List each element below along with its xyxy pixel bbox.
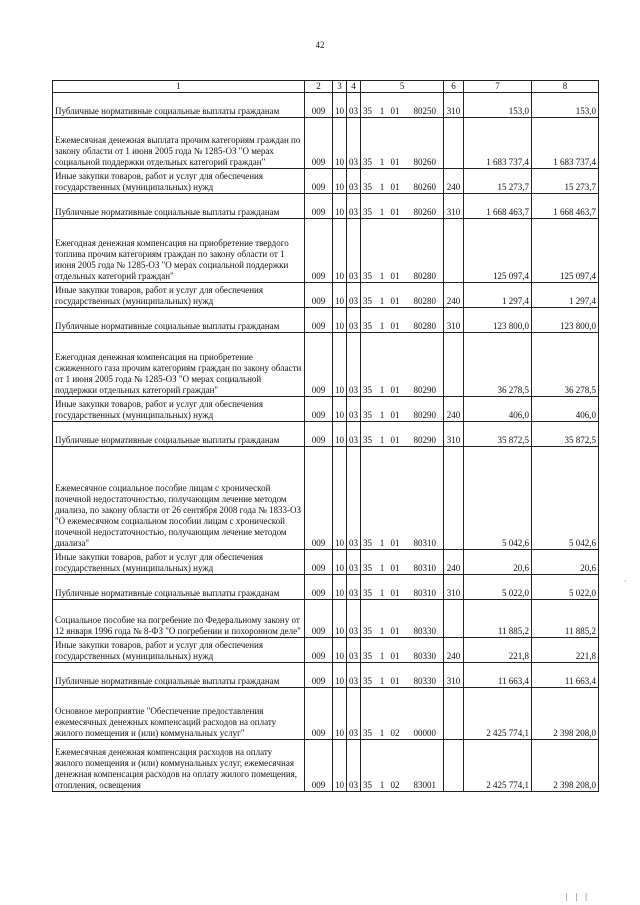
target-article-part: 00000 bbox=[413, 728, 436, 738]
target-article-part: 35 bbox=[363, 435, 372, 445]
row-name-cell bbox=[53, 308, 305, 333]
amount-year-1: 1 297,4 bbox=[464, 283, 532, 308]
amount-year-2: 1 668 463,7 bbox=[532, 194, 599, 219]
target-article-part: 80310 bbox=[413, 538, 436, 548]
target-article-part: 01 bbox=[390, 207, 400, 217]
row-name-cell bbox=[53, 333, 305, 397]
target-article-part: 01 bbox=[390, 157, 400, 167]
amount-year-1: 123 800,0 bbox=[464, 308, 532, 333]
subsection-code: 03 bbox=[347, 422, 361, 447]
table-row bbox=[53, 118, 599, 169]
section-code: 10 bbox=[333, 740, 347, 792]
expense-type-code: 240 bbox=[444, 169, 464, 194]
target-article-part: 35 bbox=[363, 676, 372, 686]
target-article-part: 1 bbox=[379, 563, 385, 573]
section-code: 10 bbox=[333, 575, 347, 600]
budget-table bbox=[52, 80, 599, 792]
expense-type-code: 310 bbox=[444, 93, 464, 118]
header-col-8: 8 bbox=[532, 81, 599, 93]
header-col-6: 6 bbox=[444, 81, 464, 93]
admin-code: 009 bbox=[305, 308, 333, 333]
row-name: Основное мероприятие "Обеспечение предоставления ежемесячных денежных компенсаций расходов на оплату жилого помещения и (или) коммунальных услуг" bbox=[55, 706, 277, 738]
target-article-part: 1 bbox=[379, 271, 385, 281]
header-col-1: 1 bbox=[53, 81, 305, 93]
target-article-part: 02 bbox=[390, 728, 400, 738]
margin-mark: · bbox=[624, 577, 627, 586]
expense-type-code: 240 bbox=[444, 397, 464, 422]
row-name: Ежемесячное социальное пособие лицам с хронической почечной недостаточностью, получающим лечение методом диализа, по закону области от 26 сентября 2008 года № 1833-ОЗ "О ежемесячном социальном пособии лицам с хронической почечной недостаточностью, получающим лечение методом диализа" bbox=[55, 483, 302, 548]
row-name: Публичные нормативные социальные выплаты гражданам bbox=[55, 588, 280, 598]
target-article-part: 80280 bbox=[413, 296, 436, 306]
amount-year-1: 2 425 774,1 bbox=[464, 688, 532, 740]
target-article-part: 1 bbox=[379, 182, 385, 192]
target-article-part: 35 bbox=[363, 588, 372, 598]
target-article-part: 35 bbox=[363, 626, 372, 636]
table-row bbox=[53, 93, 599, 118]
subsection-code: 03 bbox=[347, 447, 361, 550]
section-code: 10 bbox=[333, 308, 347, 333]
amount-year-1: 36 278,5 bbox=[464, 333, 532, 397]
admin-code: 009 bbox=[305, 283, 333, 308]
row-name: Публичные нормативные социальные выплаты гражданам bbox=[55, 676, 280, 686]
amount-year-1: 20,6 bbox=[464, 550, 532, 575]
target-article-part: 1 bbox=[379, 106, 385, 116]
target-article-code bbox=[361, 283, 444, 308]
amount-year-2: 5 022,0 bbox=[532, 575, 599, 600]
amount-year-1: 15 273,7 bbox=[464, 169, 532, 194]
admin-code: 009 bbox=[305, 688, 333, 740]
target-article-part: 35 bbox=[363, 157, 372, 167]
target-article-part: 35 bbox=[363, 780, 372, 790]
amount-year-1: 125 097,4 bbox=[464, 219, 532, 283]
target-article-part: 01 bbox=[390, 651, 400, 661]
row-name-cell bbox=[53, 93, 305, 118]
target-article-code bbox=[361, 740, 444, 792]
admin-code: 009 bbox=[305, 118, 333, 169]
header-col-7: 7 bbox=[464, 81, 532, 93]
table-header-row bbox=[53, 81, 599, 93]
target-article-part: 01 bbox=[390, 588, 400, 598]
subsection-code: 03 bbox=[347, 333, 361, 397]
table-row bbox=[53, 283, 599, 308]
target-article-part: 1 bbox=[379, 385, 385, 395]
amount-year-2: 11 885,2 bbox=[532, 600, 599, 638]
amount-year-2: 11 663,4 bbox=[532, 663, 599, 688]
section-code: 10 bbox=[333, 93, 347, 118]
target-article-part: 80290 bbox=[413, 410, 436, 420]
target-article-part: 80250 bbox=[413, 106, 436, 116]
target-article-part: 01 bbox=[390, 435, 400, 445]
row-name: Ежемесячная денежная выплата прочим категориям граждан по закону области от 1 июня 2005 года № 1285-ОЗ "О мерах социальной поддержки отдельных категорий граждан" bbox=[55, 135, 301, 167]
target-article-part: 35 bbox=[363, 651, 372, 661]
section-code: 10 bbox=[333, 600, 347, 638]
target-article-part: 02 bbox=[390, 780, 400, 790]
target-article-part: 1 bbox=[379, 321, 385, 331]
subsection-code: 03 bbox=[347, 663, 361, 688]
expense-type-code: 240 bbox=[444, 283, 464, 308]
amount-year-1: 1 668 463,7 bbox=[464, 194, 532, 219]
row-name-cell bbox=[53, 194, 305, 219]
subsection-code: 03 bbox=[347, 638, 361, 663]
target-article-code bbox=[361, 550, 444, 575]
target-article-part: 80260 bbox=[413, 207, 436, 217]
target-article-part: 35 bbox=[363, 296, 372, 306]
target-article-part: 1 bbox=[379, 588, 385, 598]
admin-code: 009 bbox=[305, 194, 333, 219]
table-row bbox=[53, 397, 599, 422]
target-article-part: 80330 bbox=[413, 626, 436, 636]
target-article-part: 35 bbox=[363, 410, 372, 420]
target-article-part: 80310 bbox=[413, 563, 436, 573]
expense-type-code bbox=[444, 688, 464, 740]
amount-year-1: 153,0 bbox=[464, 93, 532, 118]
amount-year-1: 11 663,4 bbox=[464, 663, 532, 688]
admin-code: 009 bbox=[305, 663, 333, 688]
row-name: Публичные нормативные социальные выплаты гражданам bbox=[55, 435, 280, 445]
subsection-code: 03 bbox=[347, 550, 361, 575]
table-row bbox=[53, 638, 599, 663]
header-col-5: 5 bbox=[361, 81, 444, 93]
subsection-code: 03 bbox=[347, 575, 361, 600]
header-col-2: 2 bbox=[305, 81, 333, 93]
target-article-part: 1 bbox=[379, 410, 385, 420]
target-article-part: 01 bbox=[390, 182, 400, 192]
target-article-part: 35 bbox=[363, 728, 372, 738]
expense-type-code: 240 bbox=[444, 638, 464, 663]
target-article-part: 80280 bbox=[413, 271, 436, 281]
row-name-cell bbox=[53, 118, 305, 169]
admin-code: 009 bbox=[305, 447, 333, 550]
target-article-code bbox=[361, 575, 444, 600]
target-article-part: 80330 bbox=[413, 651, 436, 661]
amount-year-2: 2 398 208,0 bbox=[532, 740, 599, 792]
row-name: Публичные нормативные социальные выплаты гражданам bbox=[55, 321, 280, 331]
target-article-part: 35 bbox=[363, 271, 372, 281]
amount-year-2: 406,0 bbox=[532, 397, 599, 422]
target-article-part: 1 bbox=[379, 676, 385, 686]
amount-year-1: 5 042,6 bbox=[464, 447, 532, 550]
row-name: Публичные нормативные социальные выплаты гражданам bbox=[55, 207, 280, 217]
admin-code: 009 bbox=[305, 93, 333, 118]
target-article-part: 01 bbox=[390, 385, 400, 395]
target-article-part: 80330 bbox=[413, 676, 436, 686]
target-article-part: 01 bbox=[390, 626, 400, 636]
target-article-code bbox=[361, 663, 444, 688]
table-row bbox=[53, 600, 599, 638]
table-row bbox=[53, 194, 599, 219]
target-article-part: 1 bbox=[379, 296, 385, 306]
table-row bbox=[53, 219, 599, 283]
target-article-part: 80290 bbox=[413, 435, 436, 445]
amount-year-2: 153,0 bbox=[532, 93, 599, 118]
expense-type-code bbox=[444, 118, 464, 169]
admin-code: 009 bbox=[305, 397, 333, 422]
target-article-part: 01 bbox=[390, 563, 400, 573]
row-name-cell bbox=[53, 219, 305, 283]
row-name-cell bbox=[53, 575, 305, 600]
amount-year-2: 36 278,5 bbox=[532, 333, 599, 397]
expense-type-code: 310 bbox=[444, 308, 464, 333]
table-row bbox=[53, 308, 599, 333]
row-name: Ежемесячная денежная компенсация расходов на оплату жилого помещения и (или) коммунальных услуг, ежемесячная денежная компенсация расходов на оплату жилого помещения, отопления, освещения bbox=[55, 747, 298, 790]
target-article-code bbox=[361, 422, 444, 447]
table-row bbox=[53, 663, 599, 688]
expense-type-code: 310 bbox=[444, 194, 464, 219]
target-article-part: 1 bbox=[379, 207, 385, 217]
subsection-code: 03 bbox=[347, 397, 361, 422]
amount-year-2: 123 800,0 bbox=[532, 308, 599, 333]
target-article-part: 35 bbox=[363, 538, 372, 548]
admin-code: 009 bbox=[305, 638, 333, 663]
section-code: 10 bbox=[333, 283, 347, 308]
table-body bbox=[53, 93, 599, 792]
target-article-part: 01 bbox=[390, 410, 400, 420]
section-code: 10 bbox=[333, 447, 347, 550]
section-code: 10 bbox=[333, 663, 347, 688]
expense-type-code bbox=[444, 740, 464, 792]
target-article-part: 01 bbox=[390, 321, 400, 331]
row-name-cell bbox=[53, 663, 305, 688]
target-article-part: 1 bbox=[379, 157, 385, 167]
section-code: 10 bbox=[333, 638, 347, 663]
subsection-code: 03 bbox=[347, 688, 361, 740]
section-code: 10 bbox=[333, 118, 347, 169]
row-name-cell bbox=[53, 740, 305, 792]
amount-year-1: 1 683 737,4 bbox=[464, 118, 532, 169]
row-name: Иные закупки товаров, работ и услуг для обеспечения государственных (муниципальных) нужд bbox=[55, 640, 263, 661]
target-article-part: 80290 bbox=[413, 385, 436, 395]
page-number: 42 bbox=[315, 40, 325, 50]
table-row bbox=[53, 169, 599, 194]
target-article-part: 1 bbox=[379, 780, 385, 790]
expense-type-code bbox=[444, 219, 464, 283]
target-article-code bbox=[361, 93, 444, 118]
subsection-code: 03 bbox=[347, 219, 361, 283]
target-article-part: 01 bbox=[390, 271, 400, 281]
amount-year-1: 221,8 bbox=[464, 638, 532, 663]
row-name: Ежегодная денежная компенсация на приобретение твердого топлива прочим категориям граждан по закону области от 1 июня 2005 года № 1285-ОЗ "О мерах социальной поддержки отдельных категорий граждан" bbox=[55, 238, 289, 281]
expense-type-code: 310 bbox=[444, 663, 464, 688]
expense-type-code bbox=[444, 447, 464, 550]
row-name-cell bbox=[53, 550, 305, 575]
expense-type-code bbox=[444, 600, 464, 638]
target-article-part: 01 bbox=[390, 676, 400, 686]
target-article-code bbox=[361, 118, 444, 169]
row-name-cell bbox=[53, 397, 305, 422]
target-article-part: 1 bbox=[379, 538, 385, 548]
admin-code: 009 bbox=[305, 333, 333, 397]
expense-type-code: 240 bbox=[444, 550, 464, 575]
target-article-part: 1 bbox=[379, 651, 385, 661]
row-name-cell bbox=[53, 447, 305, 550]
admin-code: 009 bbox=[305, 422, 333, 447]
row-name: Иные закупки товаров, работ и услуг для обеспечения государственных (муниципальных) нужд bbox=[55, 399, 263, 420]
target-article-part: 80260 bbox=[413, 157, 436, 167]
amount-year-2: 1 297,4 bbox=[532, 283, 599, 308]
target-article-part: 83001 bbox=[413, 780, 436, 790]
section-code: 10 bbox=[333, 422, 347, 447]
expense-type-code bbox=[444, 333, 464, 397]
expense-type-code: 310 bbox=[444, 575, 464, 600]
target-article-code bbox=[361, 308, 444, 333]
row-name: Иные закупки товаров, работ и услуг для обеспечения государственных (муниципальных) нужд bbox=[55, 171, 263, 192]
row-name: Иные закупки товаров, работ и услуг для обеспечения государственных (муниципальных) нужд bbox=[55, 552, 263, 573]
row-name-cell bbox=[53, 283, 305, 308]
target-article-part: 35 bbox=[363, 385, 372, 395]
subsection-code: 03 bbox=[347, 308, 361, 333]
target-article-part: 80260 bbox=[413, 182, 436, 192]
target-article-code bbox=[361, 169, 444, 194]
target-article-part: 80310 bbox=[413, 588, 436, 598]
target-article-part: 35 bbox=[363, 321, 372, 331]
target-article-part: 01 bbox=[390, 106, 400, 116]
target-article-part: 35 bbox=[363, 106, 372, 116]
section-code: 10 bbox=[333, 333, 347, 397]
target-article-code bbox=[361, 194, 444, 219]
table-row bbox=[53, 550, 599, 575]
target-article-code bbox=[361, 638, 444, 663]
target-article-part: 1 bbox=[379, 626, 385, 636]
amount-year-1: 5 022,0 bbox=[464, 575, 532, 600]
target-article-part: 80280 bbox=[413, 321, 436, 331]
subsection-code: 03 bbox=[347, 118, 361, 169]
target-article-part: 01 bbox=[390, 538, 400, 548]
table-row bbox=[53, 688, 599, 740]
row-name: Социальное пособие на погребение по Федеральному закону от 12 января 1996 года № 8-ФЗ "О погребении и похоронном деле" bbox=[55, 615, 301, 636]
subsection-code: 03 bbox=[347, 194, 361, 219]
amount-year-2: 15 273,7 bbox=[532, 169, 599, 194]
amount-year-2: 5 042,6 bbox=[532, 447, 599, 550]
admin-code: 009 bbox=[305, 550, 333, 575]
section-code: 10 bbox=[333, 550, 347, 575]
target-article-code bbox=[361, 397, 444, 422]
admin-code: 009 bbox=[305, 575, 333, 600]
amount-year-2: 35 872,5 bbox=[532, 422, 599, 447]
row-name-cell bbox=[53, 688, 305, 740]
section-code: 10 bbox=[333, 219, 347, 283]
subsection-code: 03 bbox=[347, 93, 361, 118]
row-name: Публичные нормативные социальные выплаты гражданам bbox=[55, 106, 280, 116]
target-article-part: 35 bbox=[363, 563, 372, 573]
subsection-code: 03 bbox=[347, 283, 361, 308]
target-article-code bbox=[361, 688, 444, 740]
target-article-part: 1 bbox=[379, 435, 385, 445]
table-row bbox=[53, 422, 599, 447]
section-code: 10 bbox=[333, 194, 347, 219]
admin-code: 009 bbox=[305, 219, 333, 283]
table-row bbox=[53, 447, 599, 550]
row-name: Иные закупки товаров, работ и услуг для обеспечения государственных (муниципальных) нужд bbox=[55, 285, 263, 306]
amount-year-2: 1 683 737,4 bbox=[532, 118, 599, 169]
table-row bbox=[53, 575, 599, 600]
amount-year-2: 125 097,4 bbox=[532, 219, 599, 283]
amount-year-2: 221,8 bbox=[532, 638, 599, 663]
row-name-cell bbox=[53, 600, 305, 638]
row-name: Ежегодная денежная компенсация на приобретение сжиженного газа прочим категориям граждан по закону области от 1 июня 2005 года № 1285-ОЗ "О мерах социальной поддержки отдельных категорий граждан" bbox=[55, 352, 302, 395]
amount-year-1: 11 885,2 bbox=[464, 600, 532, 638]
header-col-3: 3 bbox=[333, 81, 347, 93]
footer-marks: | | | bbox=[566, 892, 590, 901]
header-col-4: 4 bbox=[347, 81, 361, 93]
admin-code: 009 bbox=[305, 740, 333, 792]
subsection-code: 03 bbox=[347, 600, 361, 638]
target-article-part: 01 bbox=[390, 296, 400, 306]
amount-year-1: 406,0 bbox=[464, 397, 532, 422]
subsection-code: 03 bbox=[347, 740, 361, 792]
row-name-cell bbox=[53, 422, 305, 447]
table-row bbox=[53, 333, 599, 397]
amount-year-1: 35 872,5 bbox=[464, 422, 532, 447]
subsection-code: 03 bbox=[347, 169, 361, 194]
admin-code: 009 bbox=[305, 169, 333, 194]
section-code: 10 bbox=[333, 397, 347, 422]
expense-type-code: 310 bbox=[444, 422, 464, 447]
amount-year-2: 2 398 208,0 bbox=[532, 688, 599, 740]
amount-year-1: 2 425 774,1 bbox=[464, 740, 532, 792]
row-name-cell bbox=[53, 169, 305, 194]
target-article-part: 1 bbox=[379, 728, 385, 738]
target-article-code bbox=[361, 333, 444, 397]
target-article-part: 35 bbox=[363, 182, 372, 192]
row-name-cell bbox=[53, 638, 305, 663]
target-article-code bbox=[361, 600, 444, 638]
amount-year-2: 20,6 bbox=[532, 550, 599, 575]
table-row bbox=[53, 740, 599, 792]
target-article-part: 35 bbox=[363, 207, 372, 217]
section-code: 10 bbox=[333, 688, 347, 740]
target-article-code bbox=[361, 219, 444, 283]
admin-code: 009 bbox=[305, 600, 333, 638]
target-article-code bbox=[361, 447, 444, 550]
section-code: 10 bbox=[333, 169, 347, 194]
